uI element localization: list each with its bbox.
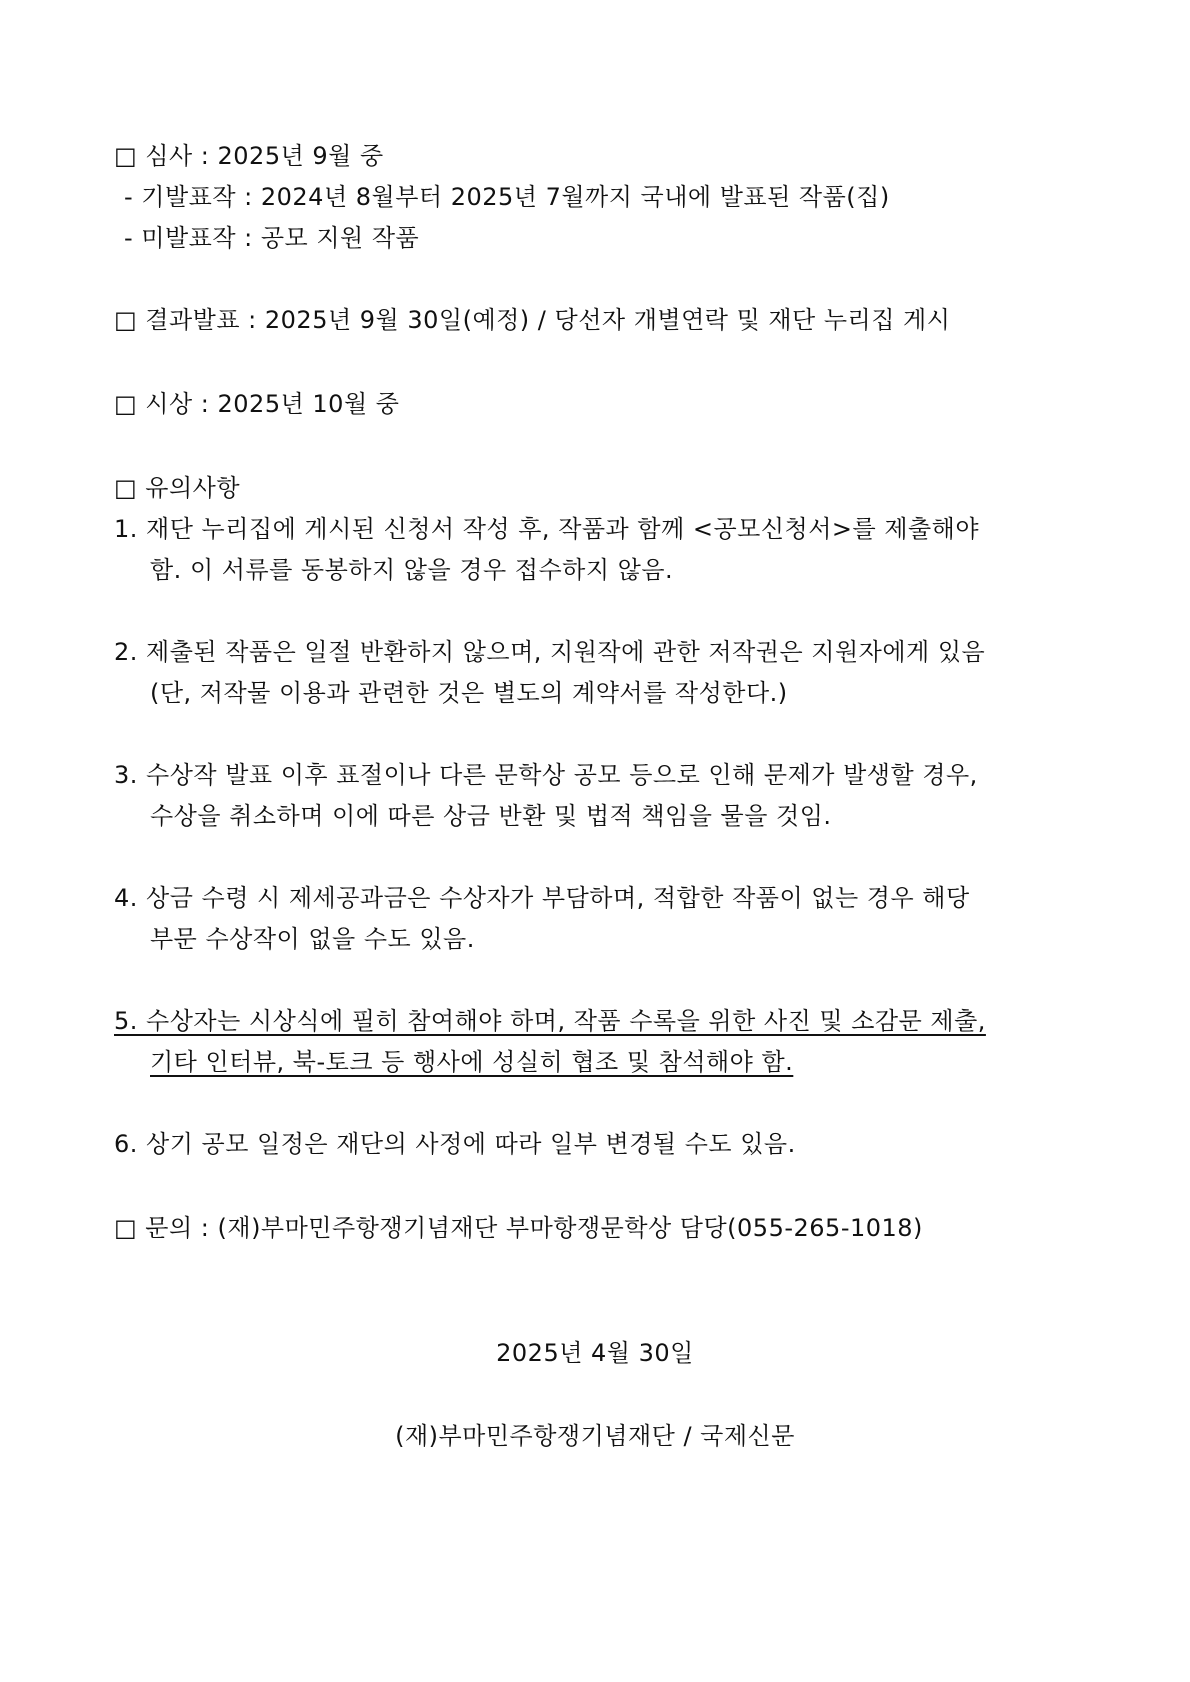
contact-info: □ 문의 : (재)부마민주항쟁기념재단 부마항쟁문학상 담당(055-265-1018): [114, 1214, 923, 1242]
note-item-4-line1: 4. 상금 수령 시 제세공과금은 수상자가 부담하며, 적합한 작품이 없는 경우 해당: [114, 884, 970, 912]
note-item-4-line2: 부문 수상작이 없을 수도 있음.: [150, 925, 475, 953]
results-announcement: □ 결과발표 : 2025년 9월 30일(예정) / 당선자 개별연락 및 재단 누리집 게시: [114, 306, 951, 334]
note-item-6-line1: 6. 상기 공모 일정은 재단의 사정에 따라 일부 변경될 수도 있음.: [114, 1130, 796, 1158]
notes-heading: □ 유의사항: [114, 474, 241, 502]
note-item-3-line2: 수상을 취소하며 이에 따른 상금 반환 및 법적 책임을 물을 것임.: [150, 802, 832, 830]
award-ceremony: □ 시상 : 2025년 10월 중: [114, 390, 400, 418]
issue-date: 2025년 4월 30일: [496, 1339, 694, 1367]
issuing-organizations: (재)부마민주항쟁기념재단 / 국제신문: [395, 1422, 795, 1450]
note-item-1-line2: 함. 이 서류를 동봉하지 않을 경우 접수하지 않음.: [150, 556, 674, 584]
note-item-5-line1: 5. 수상자는 시상식에 필히 참여해야 하며, 작품 수록을 위한 사진 및 소감문 제출,: [114, 1007, 986, 1035]
note-item-3-line1: 3. 수상작 발표 이후 표절이나 다른 문학상 공모 등으로 인해 문제가 발생할 경우,: [114, 761, 978, 789]
note-item-2-line2: (단, 저작물 이용과 관련한 것은 별도의 계약서를 작성한다.): [150, 679, 788, 707]
note-item-2-line1: 2. 제출된 작품은 일절 반환하지 않으며, 지원작에 관한 저작권은 지원자에게 있음: [114, 638, 986, 666]
note-item-5-line2: 기타 인터뷰, 북-토크 등 행사에 성실히 협조 및 참석해야 함.: [150, 1048, 794, 1076]
review-published-item: - 기발표작 : 2024년 8월부터 2025년 7월까지 국내에 발표된 작품(집): [124, 183, 890, 211]
review-heading: □ 심사 : 2025년 9월 중: [114, 142, 384, 170]
review-unpublished-item: - 미발표작 : 공모 지원 작품: [124, 224, 420, 252]
note-item-1-line1: 1. 재단 누리집에 게시된 신청서 작성 후, 작품과 함께 <공모신청서>를 제출해야: [114, 515, 980, 543]
